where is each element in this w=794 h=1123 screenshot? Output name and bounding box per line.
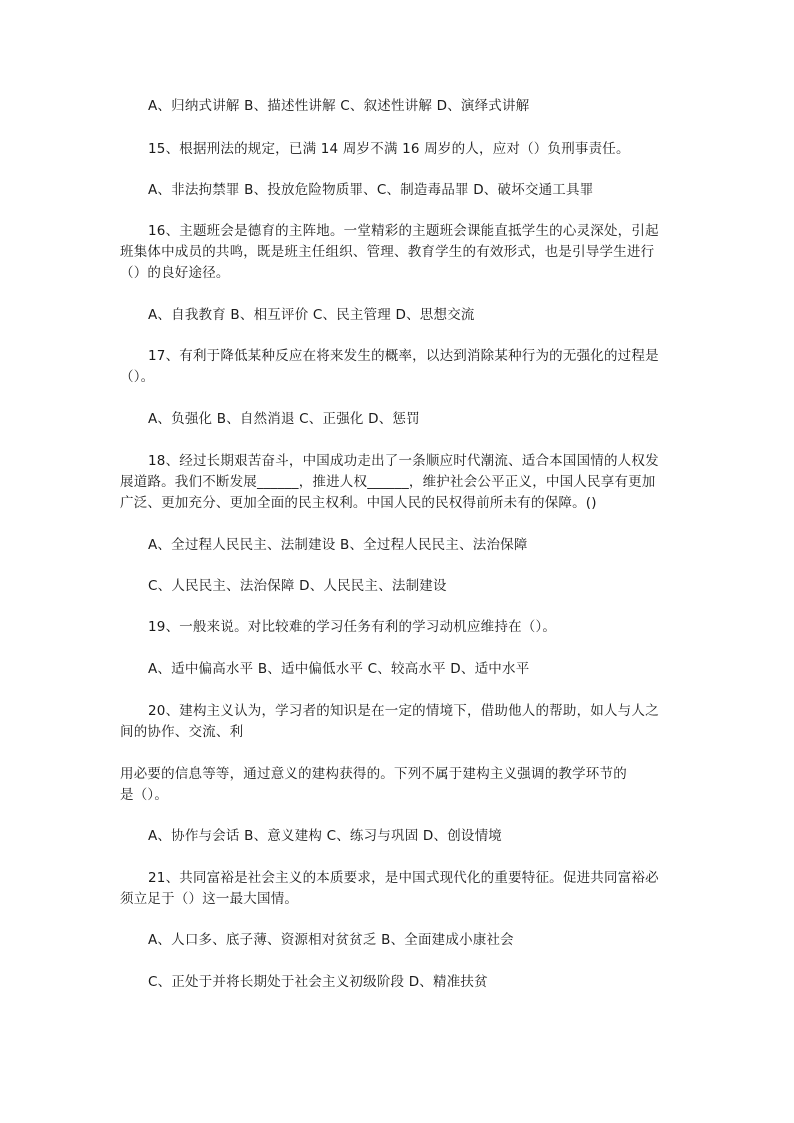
q21-options-2: C、正处于并将长期处于社会主义初级阶段 D、精准扶贫	[148, 974, 488, 990]
q17-options: A、负强化 B、自然消退 C、正强化 D、惩罚	[148, 411, 420, 427]
q20-stem-line-4: 是（）。	[120, 787, 169, 803]
q15-options: A、非法拘禁罪 B、投放危险物质罪、C、制造毒品罪 D、破坏交通工具罪	[148, 182, 594, 198]
q19-options: A、适中偏高水平 B、适中偏低水平 C、较高水平 D、适中水平	[148, 661, 530, 677]
q15-stem: 15、根据刑法的规定，已满 14 周岁不满 16 周岁的人，应对（）负刑事责任。	[148, 141, 630, 157]
q18-options-2: C、人民民主、法治保障 D、人民民主、法制建设	[148, 578, 447, 594]
q20-stem-line-1: 20、建构主义认为，学习者的知识是在一定的情境下，借助他人的帮助，如人与人之	[148, 703, 659, 719]
q14-options: A、归纳式讲解 B、描述性讲解 C、叙述性讲解 D、演绎式讲解	[148, 98, 530, 114]
q18-stem-line-3: 广泛、更加充分、更加全面的民主权利。中国人民的民权得前所未有的保障。()	[120, 495, 597, 511]
q18-stem-line-2: 展道路。我们不断发展______，推进人权______，维护社会公平正义，中国人民享有更加	[120, 474, 656, 490]
q18-stem-line-1: 18、经过长期艰苦奋斗，中国成功走出了一条顺应时代潮流、适合本国国情的人权发	[148, 453, 659, 469]
q21-stem-line-2: 须立足于（）这一最大国情。	[120, 891, 299, 907]
q17-stem-line-2: （）。	[120, 369, 155, 385]
q21-options-1: A、人口多、底子薄、资源相对贫贫乏 B、全面建成小康社会	[148, 932, 514, 948]
q20-stem-line-3: 用必要的信息等等，通过意义的建构获得的。下列不属于建构主义强调的教学环节的	[120, 766, 627, 782]
q16-options: A、自我教育 B、相互评价 C、民主管理 D、思想交流	[148, 307, 475, 323]
q21-stem-line-1: 21、共同富裕是社会主义的本质要求，是中国式现代化的重要特征。促进共同富裕必	[148, 870, 659, 886]
q17-stem-line-1: 17、有利于降低某种反应在将来发生的概率，以达到消除某种行为的无强化的过程是	[148, 348, 659, 364]
q16-stem-line-2: 班集体中成员的共鸣，既是班主任组织、管理、教育学生的有效形式，也是引导学生进行	[120, 244, 655, 260]
q20-stem-line-2: 间的协作、交流、利	[120, 724, 244, 740]
q19-stem: 19、一般来说。对比较难的学习任务有利的学习动机应维持在（）。	[148, 619, 557, 635]
q18-options-1: A、全过程人民民主、法制建设 B、全过程人民民主、法治保障	[148, 537, 528, 553]
q20-options: A、协作与会话 B、意义建构 C、练习与巩固 D、创设情境	[148, 828, 502, 844]
q16-stem-line-3: （）的良好途径。	[120, 265, 230, 281]
q16-stem-line-1: 16、主题班会是德育的主阵地。一堂精彩的主题班会课能直抵学生的心灵深处，引起	[148, 223, 659, 239]
